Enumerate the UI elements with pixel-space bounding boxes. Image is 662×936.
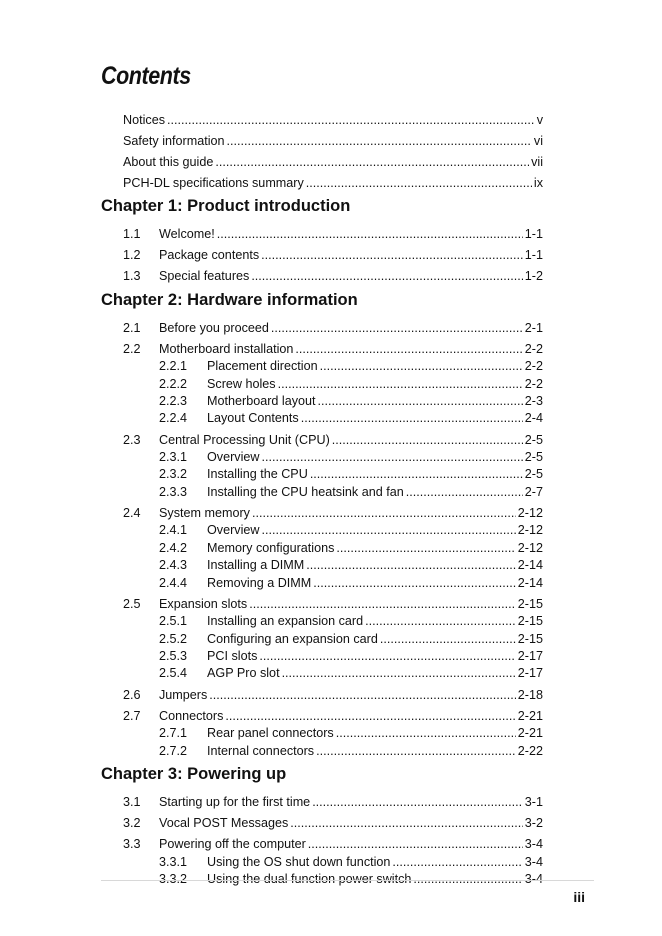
dot-leader [336, 725, 516, 742]
dot-leader [251, 268, 522, 285]
entry-title: Vocal POST Messages [159, 816, 289, 830]
entry-title: Notices [123, 113, 165, 127]
page-ref: 1-1 [524, 248, 543, 263]
entry-title: Welcome! [159, 227, 215, 241]
front-matter-item[interactable] [0, 175, 662, 192]
dot-leader [380, 631, 516, 648]
page-ref: 2-2 [524, 341, 543, 356]
toc-entry[interactable] [159, 687, 543, 704]
section-number: 2.7 [123, 708, 141, 723]
entry-title: About this guide [123, 155, 214, 169]
chapter-heading[interactable]: Chapter 3: Powering up [101, 764, 287, 783]
toc-entry[interactable] [159, 794, 543, 811]
section-number: 2.5 [123, 596, 141, 611]
toc-subsection[interactable] [0, 557, 662, 574]
page-ref: 2-5 [524, 450, 543, 464]
toc-section[interactable] [0, 836, 662, 853]
dot-leader [249, 596, 516, 613]
dot-leader [336, 540, 515, 557]
toc-subsection[interactable] [0, 410, 662, 427]
entry-title: System memory [159, 506, 250, 520]
entry-title: Removing a DIMM [207, 575, 312, 590]
page-ref: 2-5 [524, 432, 543, 447]
toc-subsection[interactable] [0, 648, 662, 665]
section-number: 2.4.4 [159, 575, 188, 590]
section-number: 2.5.2 [159, 631, 188, 646]
toc-entry[interactable] [159, 815, 543, 832]
toc-entry[interactable] [207, 522, 543, 539]
toc-entry[interactable] [207, 725, 543, 742]
section-number: 1.1 [123, 227, 141, 241]
toc-entry[interactable] [159, 708, 543, 725]
dot-leader [215, 154, 529, 171]
chapter-heading[interactable]: Chapter 1: Product introduction [101, 197, 351, 215]
section-number: 2.5.1 [159, 614, 188, 629]
page-ref: 2-17 [517, 666, 543, 681]
section-number: 2.7.2 [159, 743, 188, 758]
toc-entry[interactable] [123, 154, 543, 171]
entry-title: Layout Contents [207, 411, 299, 426]
dot-leader [295, 341, 522, 358]
toc-entry[interactable] [207, 376, 543, 393]
dot-leader [332, 432, 523, 449]
page-ref: 2-5 [524, 467, 543, 482]
dot-leader [406, 484, 523, 501]
dot-leader [290, 815, 523, 832]
toc-section[interactable] [0, 226, 662, 243]
section-number: 2.2.3 [159, 394, 188, 408]
section-number: 2.2.1 [159, 359, 188, 374]
toc-subsection[interactable] [0, 358, 662, 375]
toc-subsection[interactable] [0, 613, 662, 630]
toc-subsection[interactable] [0, 484, 662, 501]
dot-leader [312, 794, 523, 811]
page-number: iii [573, 889, 585, 905]
section-number: 2.4.3 [159, 558, 188, 573]
entry-title: Rear panel connectors [207, 726, 334, 741]
toc-entry[interactable] [159, 596, 543, 613]
section-number: 3.3 [123, 837, 141, 852]
section-number: 2.3 [123, 432, 141, 447]
entry-title: Package contents [159, 248, 260, 263]
toc-entry[interactable] [159, 836, 543, 853]
dot-leader [252, 505, 516, 522]
entry-title: Powering off the computer [159, 837, 306, 852]
entry-title: Connectors [159, 708, 224, 723]
toc-entry[interactable] [207, 393, 543, 410]
toc-entry[interactable] [207, 449, 543, 466]
entry-title: Central Processing Unit (CPU) [159, 432, 330, 447]
entry-title: Expansion slots [159, 596, 248, 611]
page-ref: 3-4 [524, 872, 543, 886]
toc-subsection[interactable] [0, 725, 662, 742]
entry-title: Placement direction [207, 359, 318, 374]
entry-title: Overview [207, 450, 260, 464]
toc-entry[interactable] [159, 268, 543, 285]
toc-subsection[interactable] [0, 449, 662, 466]
page-ref: 2-12 [517, 523, 543, 538]
section-number: 2.4 [123, 506, 141, 520]
section-number: 3.2 [123, 816, 141, 830]
page-ref: vii [531, 155, 543, 169]
dot-leader [278, 376, 523, 393]
page-ref: 3-4 [524, 854, 543, 869]
entry-title: Safety information [123, 134, 225, 148]
section-number: 2.2 [123, 341, 141, 356]
section-number: 3.3.2 [159, 872, 188, 886]
toc-entry[interactable] [159, 320, 543, 337]
dot-leader [318, 393, 523, 410]
page-ref: 2-17 [517, 649, 543, 663]
dot-leader [301, 410, 523, 427]
section-number: 2.3.3 [159, 484, 188, 499]
entry-title: PCI slots [207, 649, 258, 663]
toc-section[interactable] [0, 432, 662, 449]
toc-entry[interactable] [159, 226, 543, 243]
toc-entry[interactable] [207, 557, 543, 574]
dot-leader [306, 557, 515, 574]
dot-leader [259, 648, 515, 665]
toc-subsection[interactable] [0, 393, 662, 410]
toc-entry[interactable] [207, 575, 543, 592]
entry-title: Internal connectors [207, 743, 315, 758]
entry-title: Motherboard layout [207, 394, 316, 408]
dot-leader [365, 613, 516, 630]
toc-section[interactable] [0, 320, 662, 337]
toc-subsection[interactable] [0, 540, 662, 557]
entry-title: Using the dual function power switch [207, 872, 412, 886]
section-number: 2.2.4 [159, 411, 188, 426]
section-number: 2.5.3 [159, 649, 188, 663]
toc-entry[interactable] [123, 112, 543, 129]
toc-entry[interactable] [207, 743, 543, 760]
toc-subsection[interactable] [0, 376, 662, 393]
section-number: 2.4.2 [159, 540, 188, 555]
toc-entry[interactable] [207, 665, 543, 682]
section-number: 3.1 [123, 794, 141, 809]
toc-entry[interactable] [159, 247, 543, 264]
toc-entry[interactable] [207, 484, 543, 501]
toc-section[interactable] [0, 687, 662, 704]
toc-entry[interactable] [207, 410, 543, 427]
section-number: 2.3.2 [159, 467, 188, 482]
entry-title: Configuring an expansion card [207, 631, 378, 646]
toc-entry[interactable] [159, 341, 543, 358]
dot-leader [313, 575, 516, 592]
entry-title: Installing the CPU [207, 467, 308, 482]
page-ref: 2-14 [517, 558, 543, 573]
entry-title: Starting up for the first time [159, 794, 311, 809]
section-number: 3.3.1 [159, 854, 188, 869]
page-ref: 2-7 [524, 484, 543, 499]
front-matter-item[interactable] [0, 154, 662, 171]
entry-title: AGP Pro slot [207, 666, 280, 681]
toc-subsection[interactable] [0, 665, 662, 682]
entry-title: Before you proceed [159, 320, 269, 335]
section-number: 2.6 [123, 687, 141, 702]
section-number: 1.3 [123, 269, 141, 284]
entry-title: Overview [207, 523, 260, 538]
toc-entry[interactable] [207, 631, 543, 648]
dot-leader [261, 247, 523, 264]
page-ref: ix [533, 176, 543, 190]
page-ref: 2-15 [517, 614, 543, 629]
page-ref: 3-2 [524, 816, 543, 830]
footer-divider [101, 880, 594, 881]
dot-leader [261, 522, 515, 539]
entry-title: Memory configurations [207, 540, 335, 555]
toc-entry[interactable] [207, 358, 543, 375]
page-title: Contents [101, 62, 191, 90]
dot-leader [209, 687, 515, 704]
dot-leader [227, 133, 532, 150]
toc-subsection[interactable] [0, 743, 662, 760]
page-ref: 2-4 [524, 411, 543, 426]
toc-entry[interactable] [123, 175, 543, 192]
page-ref: v [536, 113, 543, 127]
dot-leader [320, 358, 523, 375]
dot-leader [282, 665, 516, 682]
page-ref: 1-1 [524, 227, 543, 241]
section-number: 2.1 [123, 320, 141, 335]
dot-leader [217, 226, 523, 243]
entry-title: Installing the CPU heatsink and fan [207, 484, 404, 499]
toc-section[interactable] [0, 815, 662, 832]
front-matter-item[interactable] [0, 133, 662, 150]
toc-entry[interactable] [159, 432, 543, 449]
dot-leader [392, 854, 522, 871]
page-ref: 2-12 [517, 540, 543, 555]
toc-section[interactable] [0, 708, 662, 725]
toc-subsection[interactable] [0, 575, 662, 592]
page-ref: 2-2 [524, 359, 543, 374]
entry-title: Motherboard installation [159, 341, 294, 356]
dot-leader [308, 836, 523, 853]
section-number: 2.3.1 [159, 450, 188, 464]
toc-subsection[interactable] [0, 854, 662, 871]
dot-leader [225, 708, 515, 725]
entry-title: PCH-DL specifications summary [123, 176, 304, 190]
toc-entry[interactable] [207, 540, 543, 557]
page-ref: 2-12 [517, 506, 543, 520]
section-number: 2.4.1 [159, 523, 188, 538]
entry-title: Jumpers [159, 687, 208, 702]
page-ref: 2-18 [517, 687, 543, 702]
page-ref: 2-14 [517, 575, 543, 590]
toc-entry[interactable] [207, 854, 543, 871]
dot-leader [306, 175, 532, 192]
toc-subsection[interactable] [0, 466, 662, 483]
page-ref: 1-2 [524, 269, 543, 284]
toc-entry[interactable] [207, 613, 543, 630]
entry-title: Installing an expansion card [207, 614, 364, 629]
toc-section[interactable] [0, 505, 662, 522]
toc-subsection[interactable] [0, 522, 662, 539]
section-number: 2.2.2 [159, 376, 188, 391]
page-ref: vi [533, 134, 543, 148]
toc-entry[interactable] [159, 505, 543, 522]
toc-section[interactable] [0, 341, 662, 358]
section-number: 2.7.1 [159, 726, 188, 741]
entry-title: Using the OS shut down function [207, 854, 391, 869]
section-number: 1.2 [123, 248, 141, 263]
page-ref: 2-1 [524, 320, 543, 335]
dot-leader [167, 112, 535, 129]
front-matter-item[interactable] [0, 112, 662, 129]
toc-entry[interactable] [123, 133, 543, 150]
page-ref: 2-22 [517, 743, 543, 758]
entry-title: Special features [159, 269, 250, 284]
page-ref: 2-15 [517, 596, 543, 611]
page-ref: 2-3 [524, 394, 543, 408]
dot-leader [271, 320, 523, 337]
entry-title: Screw holes [207, 376, 276, 391]
toc-entry[interactable] [207, 466, 543, 483]
page-ref: 3-4 [524, 837, 543, 852]
page-ref: 2-21 [517, 708, 543, 723]
toc-section[interactable] [0, 247, 662, 264]
dot-leader [316, 743, 516, 760]
page-ref: 3-1 [524, 794, 543, 809]
chapter-heading[interactable]: Chapter 2: Hardware information [101, 290, 358, 309]
entry-title: Installing a DIMM [207, 558, 305, 573]
toc-section[interactable] [0, 268, 662, 285]
toc-section[interactable] [0, 596, 662, 613]
dot-leader [261, 449, 522, 466]
page-ref: 2-21 [517, 726, 543, 741]
toc-section[interactable] [0, 794, 662, 811]
dot-leader [310, 466, 523, 483]
page-ref: 2-15 [517, 631, 543, 646]
section-number: 2.5.4 [159, 666, 188, 681]
toc-subsection[interactable] [0, 631, 662, 648]
page-ref: 2-2 [524, 376, 543, 391]
toc-entry[interactable] [207, 648, 543, 665]
